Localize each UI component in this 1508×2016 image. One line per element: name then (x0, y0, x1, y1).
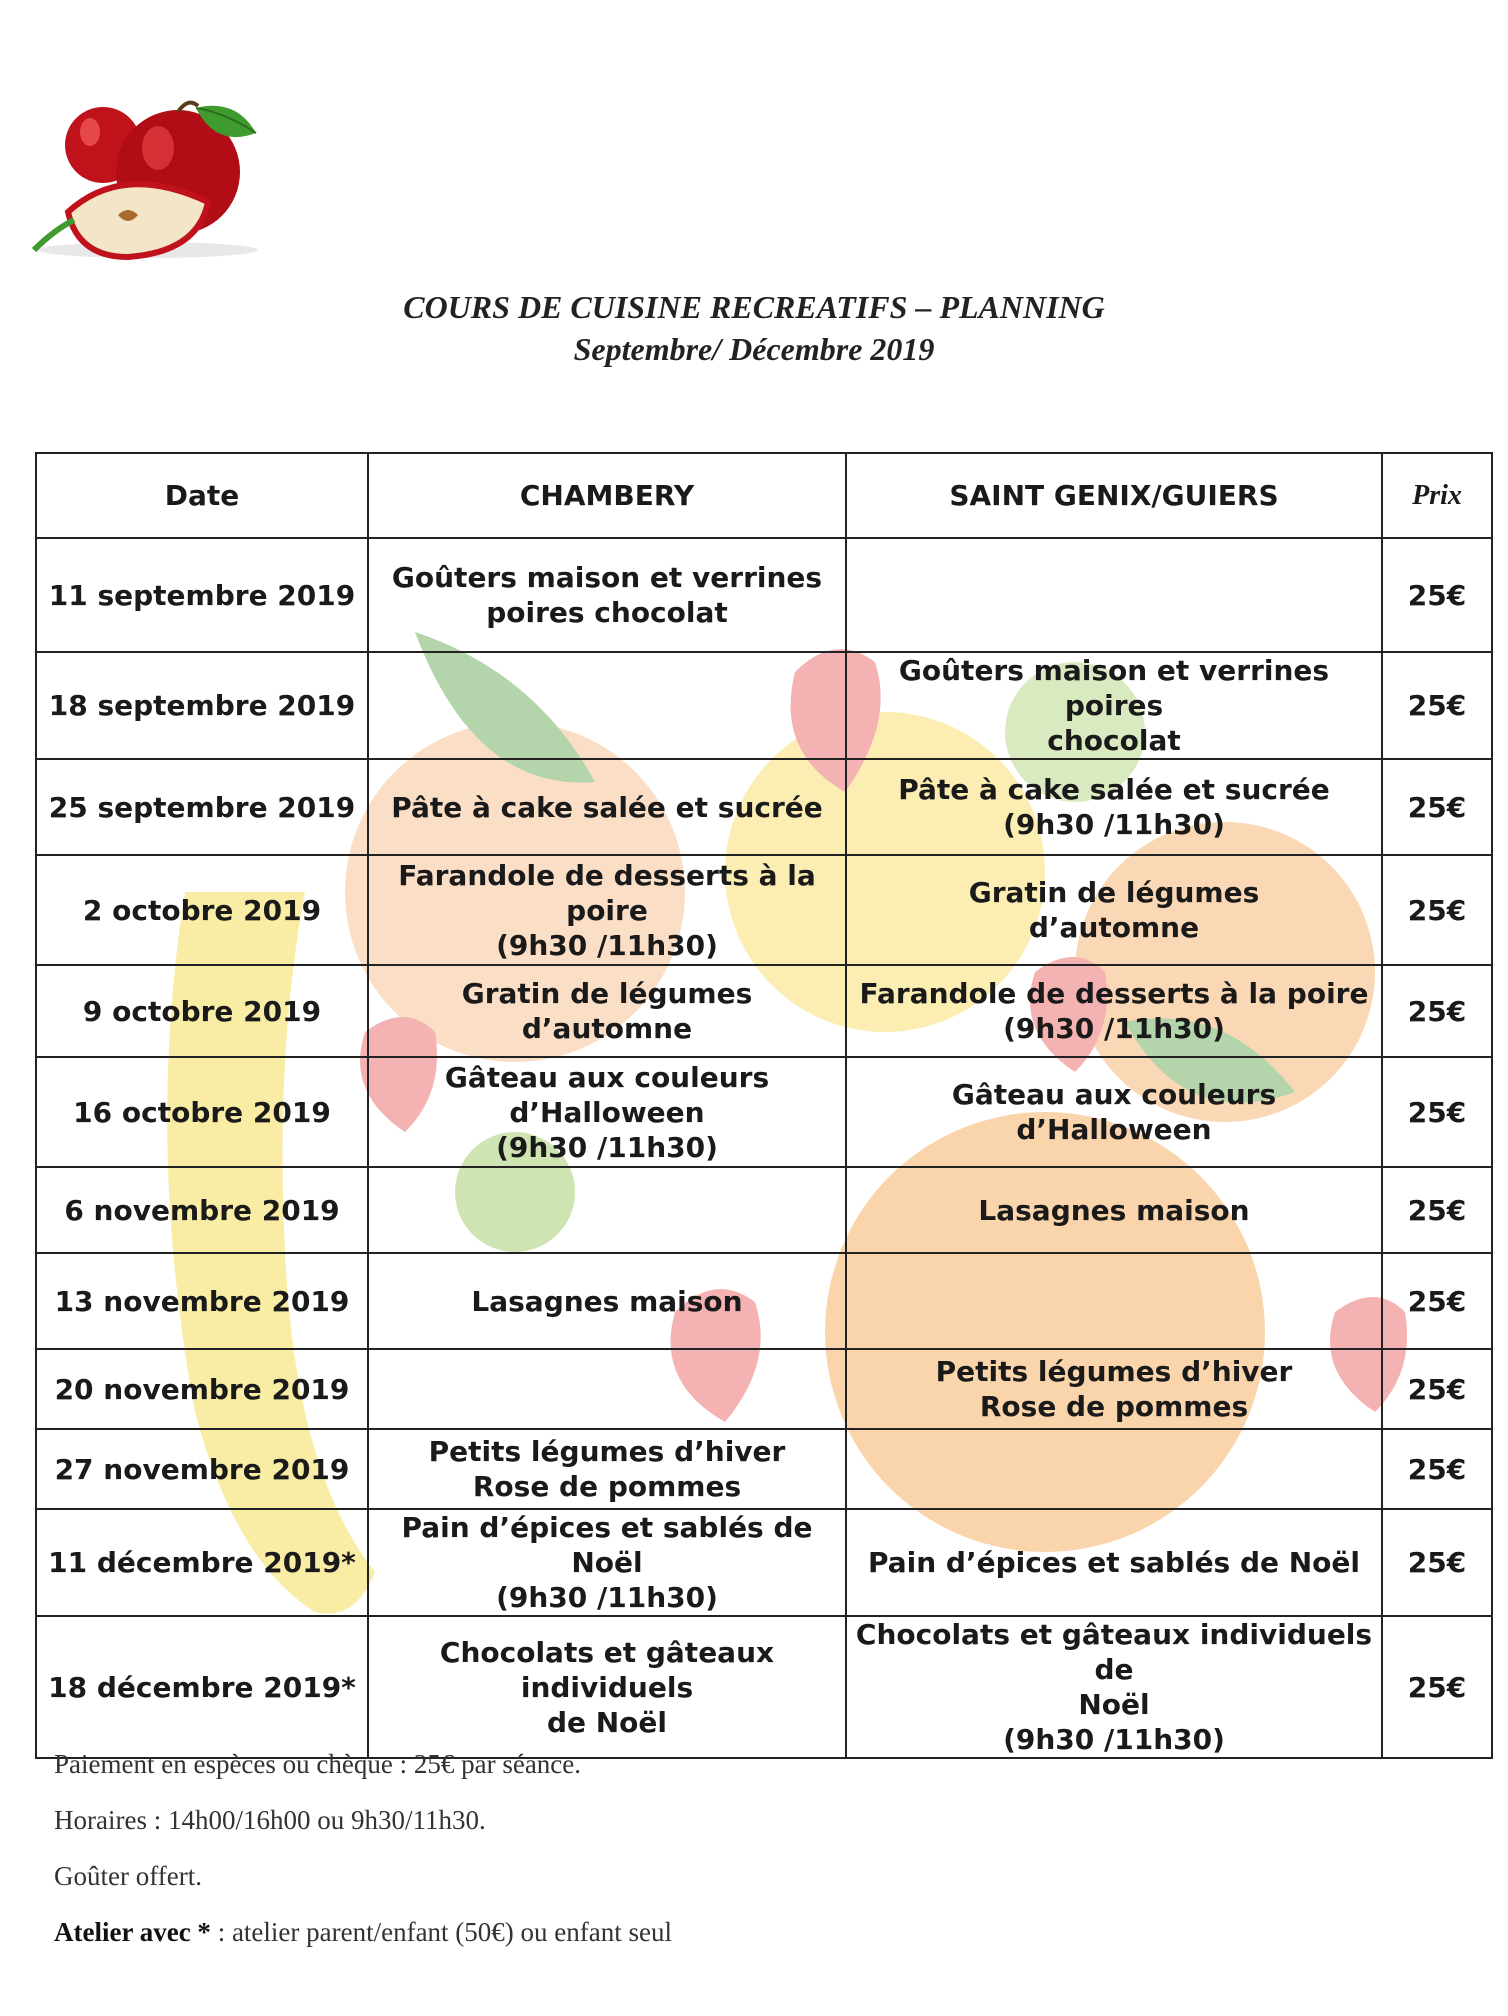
cell-date: 13 novembre 2019 (36, 1253, 368, 1349)
cell-date: 16 octobre 2019 (36, 1057, 368, 1167)
cell-prix: 25€ (1382, 1429, 1492, 1509)
course-line: Gratin de légumes (968, 876, 1260, 909)
course-line: Rose de pommes (979, 1390, 1249, 1423)
cell-chambery (368, 1509, 846, 1616)
cell-date: 18 décembre 2019* (36, 1616, 368, 1758)
footer-notes (54, 1746, 672, 1970)
cell-saint-genix (846, 652, 1382, 759)
workshop-note-label: Atelier avec * (54, 1917, 218, 1947)
course-line: de Noël (546, 1705, 668, 1739)
cell-chambery (368, 1167, 846, 1253)
cell-prix: 25€ (1382, 1616, 1492, 1758)
course-line: (9h30 /11h30) (496, 1130, 718, 1164)
cell-date: 11 décembre 2019* (36, 1509, 368, 1616)
course-line: Noël (1078, 1688, 1150, 1721)
hours-note: Horaires : 14h00/16h00 ou 9h30/11h30. (54, 1805, 486, 1835)
cell-saint-genix (846, 1429, 1382, 1509)
table-row (36, 1616, 1492, 1758)
cell-chambery (368, 855, 846, 965)
page-subtitle: Septembre/ Décembre 2019 (573, 331, 935, 367)
cell-chambery (368, 1057, 846, 1167)
course-line: d’Halloween (509, 1095, 705, 1129)
snack-note: Goûter offert. (54, 1861, 202, 1891)
cell-date: 11 septembre 2019 (36, 538, 368, 652)
cell-saint-genix (846, 1253, 1382, 1349)
column-header-prix: Prix (1382, 453, 1492, 538)
course-line: Farandole de desserts à la poire (859, 977, 1369, 1010)
course-line: Lasagnes maison (471, 1284, 743, 1318)
course-line: d’automne (1028, 911, 1200, 944)
cell-saint-genix (846, 1349, 1382, 1429)
cell-saint-genix (846, 1509, 1382, 1616)
cell-date: 9 octobre 2019 (36, 965, 368, 1057)
course-line: Pain d’épices et sablés de Noël (401, 1511, 813, 1579)
table-row (36, 759, 1492, 855)
cell-prix: 25€ (1382, 1167, 1492, 1253)
cell-chambery (368, 538, 846, 652)
planning-table (35, 452, 1493, 1759)
cell-saint-genix (846, 1167, 1382, 1253)
title-block (0, 286, 1508, 370)
cell-chambery (368, 1253, 846, 1349)
cell-prix: 25€ (1382, 855, 1492, 965)
cell-chambery (368, 965, 846, 1057)
table-header-row (36, 453, 1492, 538)
course-line: Petits légumes d’hiver (428, 1435, 786, 1468)
cell-chambery (368, 1616, 846, 1758)
course-line: (9h30 /11h30) (496, 928, 718, 962)
cell-saint-genix (846, 965, 1382, 1057)
course-line: Pâte à cake salée et sucrée (391, 790, 823, 824)
workshop-note-text: : atelier parent/enfant (50€) ou enfant seul (217, 1917, 672, 1947)
table-row (36, 538, 1492, 652)
cell-date: 27 novembre 2019 (36, 1429, 368, 1509)
cell-date: 20 novembre 2019 (36, 1349, 368, 1429)
cell-prix: 25€ (1382, 759, 1492, 855)
course-line: Chocolats et gâteaux individuels (439, 1635, 775, 1704)
table-row (36, 652, 1492, 759)
column-header-saint-genix: SAINT GENIX/GUIERS (846, 453, 1382, 538)
planning-table-wrapper (35, 452, 1491, 1756)
cell-chambery (368, 652, 846, 759)
course-line: Pain d’épices et sablés de Noël (867, 1546, 1361, 1579)
cell-saint-genix (846, 1057, 1382, 1167)
cell-saint-genix (846, 855, 1382, 965)
course-line: Gâteau aux couleurs (444, 1060, 770, 1094)
course-line: (9h30 /11h30) (1003, 1012, 1225, 1045)
cell-prix: 25€ (1382, 1057, 1492, 1167)
workshop-note (54, 1914, 672, 1950)
cell-prix: 25€ (1382, 1509, 1492, 1616)
cell-saint-genix (846, 1616, 1382, 1758)
table-row (36, 965, 1492, 1057)
table-row (36, 1057, 1492, 1167)
table-row (36, 1167, 1492, 1253)
page-title: COURS DE CUISINE RECREATIFS – PLANNING (403, 289, 1105, 325)
cell-saint-genix (846, 759, 1382, 855)
payment-note: Paiement en espèces ou chèque : 25€ par séance. (54, 1749, 582, 1779)
column-header-date: Date (36, 453, 368, 538)
table-row (36, 1253, 1492, 1349)
course-line: Goûters maison et verrines (391, 561, 823, 594)
course-line: Pâte à cake salée et sucrée (898, 773, 1330, 806)
cell-date: 18 septembre 2019 (36, 652, 368, 759)
column-header-chambery: CHAMBERY (368, 453, 846, 538)
table-row (36, 1509, 1492, 1616)
cell-prix: 25€ (1382, 652, 1492, 759)
course-line: Goûters maison et verrines poires (898, 654, 1330, 722)
table-row (36, 1349, 1492, 1429)
planning-table-body (36, 538, 1492, 1758)
cell-saint-genix (846, 538, 1382, 652)
course-line: (9h30 /11h30) (496, 1581, 718, 1614)
cell-date: 25 septembre 2019 (36, 759, 368, 855)
table-row (36, 1429, 1492, 1509)
cell-prix: 25€ (1382, 965, 1492, 1057)
course-line: Gratin de légumes d’automne (461, 977, 753, 1045)
cell-date: 6 novembre 2019 (36, 1167, 368, 1253)
cell-prix: 25€ (1382, 1349, 1492, 1429)
table-row (36, 855, 1492, 965)
course-line: Lasagnes maison (978, 1193, 1250, 1227)
apples-icon (28, 100, 268, 260)
course-line: Farandole de desserts à la poire (398, 858, 816, 927)
course-line: Petits légumes d’hiver (935, 1355, 1293, 1388)
course-line: poires chocolat (486, 596, 728, 629)
course-line: (9h30 /11h30) (1003, 808, 1225, 841)
cell-prix: 25€ (1382, 1253, 1492, 1349)
cell-prix: 25€ (1382, 538, 1492, 652)
course-line: Rose de pommes (472, 1470, 742, 1503)
cell-chambery (368, 1349, 846, 1429)
cell-chambery (368, 759, 846, 855)
course-line: (9h30 /11h30) (1003, 1723, 1225, 1756)
course-line: chocolat (1047, 724, 1181, 757)
course-line: Gâteau aux couleurs d’Halloween (951, 1078, 1277, 1146)
cell-chambery (368, 1429, 846, 1509)
cell-date: 2 octobre 2019 (36, 855, 368, 965)
course-line: Chocolats et gâteaux individuels de (855, 1618, 1373, 1686)
